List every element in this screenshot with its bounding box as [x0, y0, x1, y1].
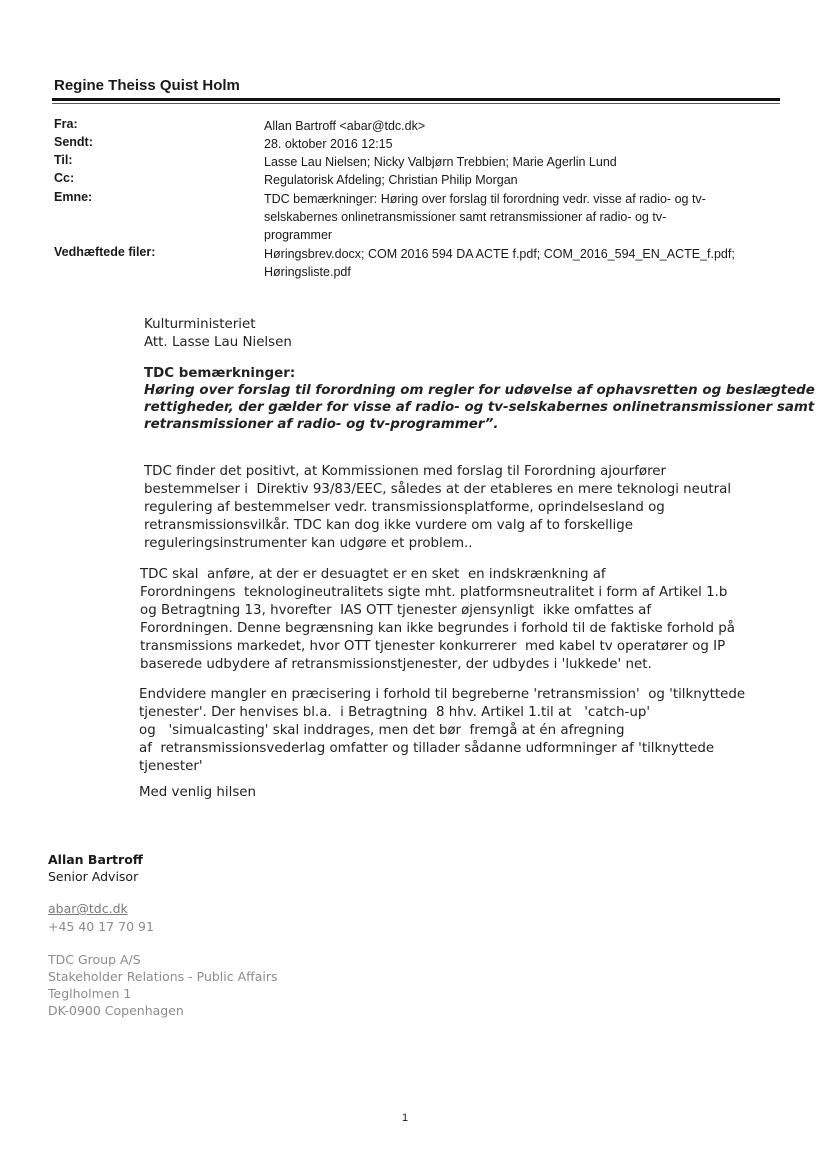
paragraph-line: og 'simualcasting' skal inddrages, men det bør fremgå at én afregning [139, 723, 625, 738]
paragraph-line: Forordningens teknologineutralitets sigte mht. platformsneutralitet i form af Artikel 1.b [140, 585, 728, 600]
to-label: Til: [54, 153, 73, 167]
paragraph-2 [140, 566, 735, 674]
paragraph-line: bestemmelser i Direktiv 93/83/EEC, således at der etableres en mere teknologi neutral [144, 482, 732, 497]
signature-department: Stakeholder Relations - Public Affairs [48, 969, 278, 984]
paragraph-line: Forordningen. Denne begrænsning kan ikke begrundes i forhold til de faktiske forhold på [140, 621, 735, 636]
cc-label: Cc: [54, 171, 75, 185]
letter-subject-line: Høring over forslag til forordning om regler for udøvelse af ophavsretten og beslægtede [144, 383, 815, 398]
header-rule [52, 98, 780, 101]
paragraph-line: baserede udbydere af retransmissionstjenester, der udbydes i 'lukkede' net. [140, 657, 652, 672]
letter-subject-line: retransmissioner af radio- og tv-programmer”. [144, 417, 499, 432]
attachments-value [264, 245, 774, 281]
signature-city: DK-0900 Copenhagen [48, 1003, 184, 1018]
subject-line: programmer [264, 228, 333, 242]
subject-label: Emne: [54, 190, 93, 204]
paragraph-line: transmissions markedet, hvor OTT tjenester konkurrerer med kabel tv operatører og IP [140, 639, 726, 654]
from-value: Allan Bartroff <abar@tdc.dk> [264, 119, 426, 133]
recipient-block [144, 316, 292, 352]
mailbox-owner-name: Regine Theiss Quist Holm [54, 77, 240, 94]
from-label: Fra: [54, 117, 78, 131]
paragraph-line: reguleringsinstrumenter kan udgøre et problem.. [144, 536, 473, 551]
to-value: Lasse Lau Nielsen; Nicky Valbjørn Trebbien; Marie Agerlin Lund [264, 155, 617, 169]
paragraph-line: regulering af bestemmelser vedr. transmissionsplatforme, oprindelsesland og [144, 500, 665, 515]
sent-value: 28. oktober 2016 12:15 [264, 137, 393, 151]
recipient-org: Kulturministeriet [144, 317, 256, 332]
attachment-line: Høringsbrev.docx; COM 2016 594 DA ACTE f.pdf; COM_2016_594_EN_ACTE_f.pdf; [264, 247, 735, 261]
paragraph-line: og Betragtning 13, hvorefter IAS OTT tjenester øjensynligt ikke omfattes af [140, 603, 652, 618]
paragraph-line: TDC skal anføre, at der er desuagtet er en sket en indskrænkning af [140, 567, 606, 582]
letter-heading: TDC bemærkninger: [144, 366, 296, 381]
paragraph-3 [139, 686, 745, 776]
signature-title: Senior Advisor [48, 869, 139, 884]
paragraph-line: af retransmissionsvederlag omfatter og tillader sådanne udformninger af 'tilknyttede [139, 741, 715, 756]
letter-subject-line: rettigheder, der gælder for visse af radio- og tv-selskabernes onlinetransmissioner samt [144, 400, 815, 415]
recipient-attention: Att. Lasse Lau Nielsen [144, 335, 292, 350]
signature-name: Allan Bartroff [48, 852, 143, 867]
cc-value: Regulatorisk Afdeling; Christian Philip Morgan [264, 173, 518, 187]
closing: Med venlig hilsen [139, 785, 257, 800]
paragraph-line: tjenester'. Der henvises bl.a. i Betragtning 8 hhv. Artikel 1.til at 'catch-up' [139, 705, 651, 720]
attachments-label: Vedhæftede filer: [54, 245, 156, 259]
header-rule-thin [52, 103, 780, 104]
paragraph-line: TDC finder det positivt, at Kommissionen med forslag til Forordning ajourfører [144, 464, 667, 479]
subject-line: TDC bemærkninger: Høring over forslag til forordning vedr. visse af radio- og tv- [264, 192, 706, 206]
signature-phone: +45 40 17 70 91 [48, 919, 154, 934]
signature-email-link[interactable]: abar@tdc.dk [48, 901, 128, 916]
page-number: 1 [402, 1112, 409, 1124]
attachment-line: Høringsliste.pdf [264, 265, 351, 279]
letter-heading-block [144, 365, 815, 433]
signature-company: TDC Group A/S [48, 952, 141, 967]
paragraph-line: tjenester' [139, 759, 203, 774]
paragraph-line: Endvidere mangler en præcisering i forhold til begreberne 'retransmission' og 'tilknyttede [139, 687, 746, 702]
subject-line: selskabernes onlinetransmissioner samt retransmissioner af radio- og tv- [264, 210, 667, 224]
paragraph-line: retransmissionsvilkår. TDC kan dog ikke vurdere om valg af to forskellige [144, 518, 634, 533]
sent-label: Sendt: [54, 135, 93, 149]
subject-value [264, 190, 774, 244]
paragraph-1 [144, 463, 731, 553]
signature-street: Teglholmen 1 [48, 986, 132, 1001]
